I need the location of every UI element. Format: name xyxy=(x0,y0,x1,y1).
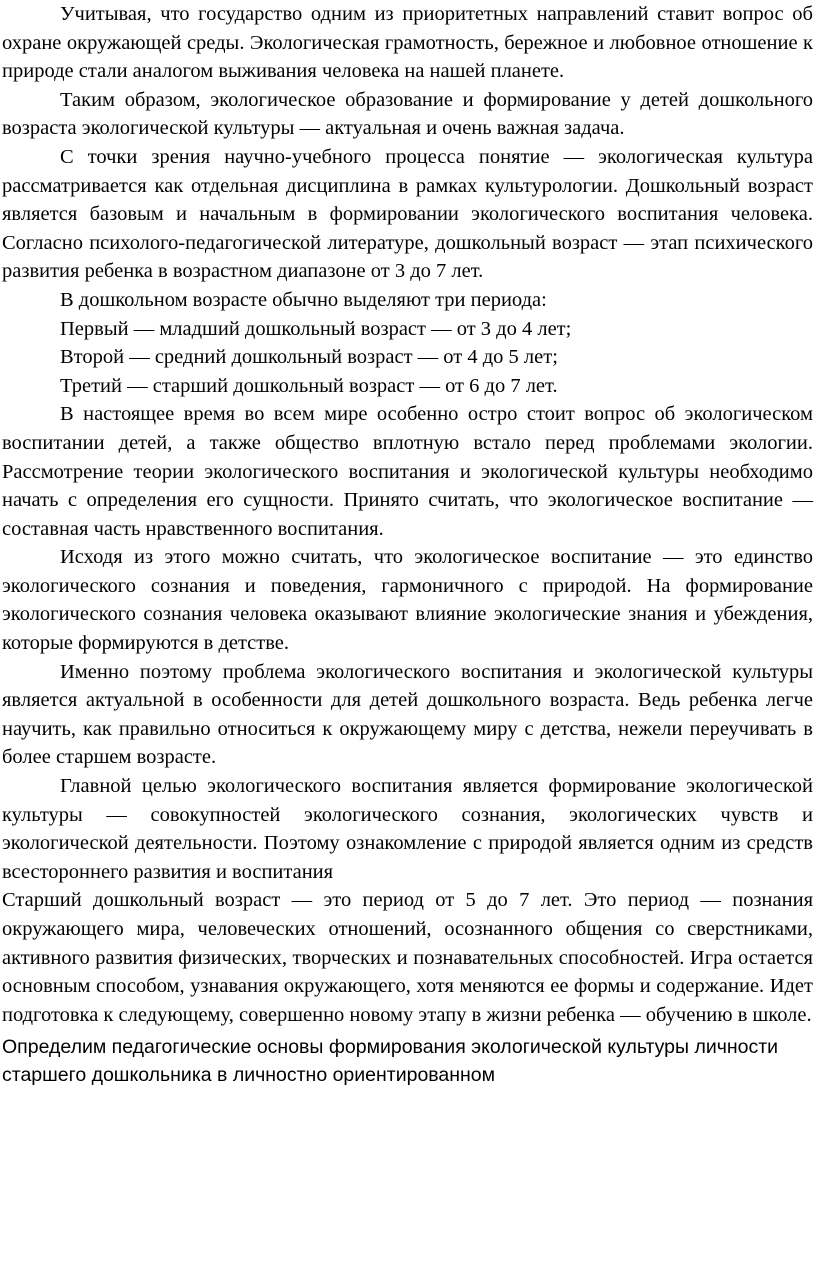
paragraph: Таким образом, экологическое образование и формирование у детей дошкольного возраста экологической культуры — актуальная и очень важная задача. xyxy=(2,88,813,140)
paragraph: В настоящее время во всем мире особенно остро стоит вопрос об экологическом воспитании детей, а также общество вплотную встало перед проблемами экологии. Рассмотрение теории экологического воспитания и экологической культуры необходимо начать с определения его сущности. Принято считать, что экологическое воспитание — составная часть нравственного воспитания. xyxy=(2,403,813,540)
paragraph: Главной целью экологического воспитания является формирование экологической культуры — совокупностей экологического сознания, экологических чувств и экологической деятельности. Поэтому ознакомление с природой является одним из средств всестороннего развития и воспитания xyxy=(2,775,813,883)
paragraph: С точки зрения научно-учебного процесса понятие — экологическая культура рассматривается как отдельная дисциплина в рамках культурологии. Дошкольный возраст является базовым и начальным в формировании экологического воспитания человека. Согласно психолого-педагогической литературе, дошкольный возраст — этап психического развития ребенка в возрастном диапазоне от 3 до 7 лет. xyxy=(2,145,813,283)
paragraph: Исходя из этого можно считать, что экологическое воспитание — это единство экологического сознания и поведения, гармоничного с природой. На формирование экологического сознания человека оказывают влияние экологические знания и убеждения, которые формируются в детстве. xyxy=(2,546,813,655)
period-item: Третий — старший дошкольный возраст — от 6 до 7 лет. xyxy=(60,374,558,397)
paragraph: Учитывая, что государство одним из приоритетных направлений ставит вопрос об охране окружающей среды. Экологическая грамотность, бережное и любовное отношение к природе стали аналогом выживания человека на нашей планете. xyxy=(2,3,813,83)
paragraph: Старший дошкольный возраст — это период от 5 до 7 лет. Это период — познания окружающего мира, человеческих отношений, осознанного общения со сверстниками, активного развития физических, творческих и познавательных способностей. Игра остается основным способом, узнавания окружающего, хотя меняются ее формы и содержание. Идет подготовка к следующему, совершенно новому этапу в жизни ребенка — обучению в школе. xyxy=(2,889,813,1026)
paragraph: Именно поэтому проблема экологического воспитания и экологической культуры является актуальной в особенности для детей дошкольного возраста. Ведь ребенка легче научить, как правильно относиться к окружающему миру с детства, нежели переучивать в более старшем возрасте. xyxy=(2,660,813,769)
periods-intro: В дошкольном возрасте обычно выделяют три периода: xyxy=(60,288,547,311)
section-heading: Определим педагогические основы формирования экологической культуры личности старшего дошкольника в личностно ориентированном xyxy=(2,1036,779,1087)
period-item: Первый — младший дошкольный возраст — от 3 до 4 лет; xyxy=(60,317,572,340)
period-item: Второй — средний дошкольный возраст — от 4 до 5 лет; xyxy=(60,346,558,369)
